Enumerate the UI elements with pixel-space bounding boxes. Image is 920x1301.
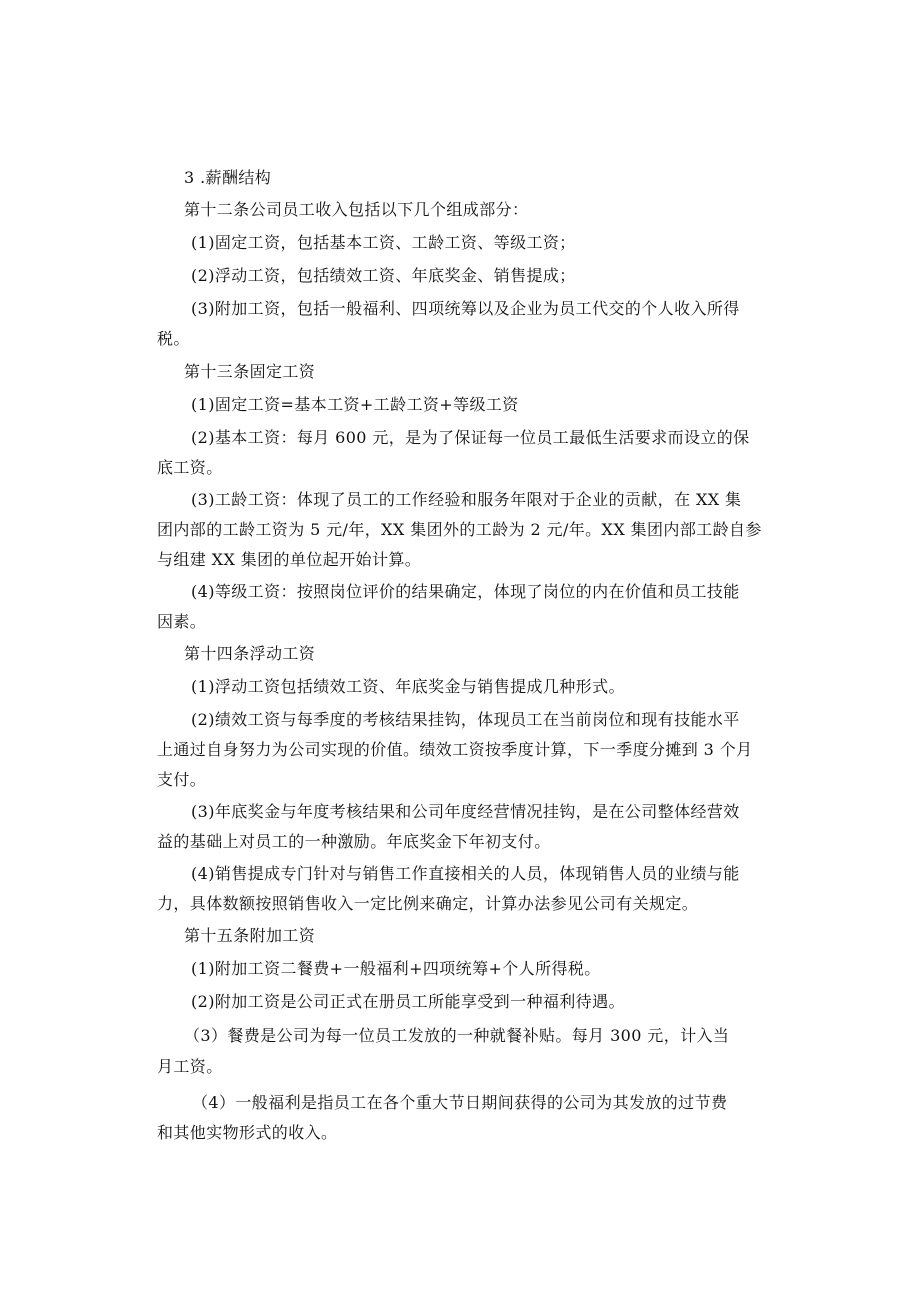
article-14-title: 第十四条浮动工资	[184, 644, 316, 663]
article-13-item-1: (1)固定工资=基本工资+工龄工资+等级工资	[191, 395, 519, 414]
article-15-item-3-line-2: 月工资。	[157, 1057, 223, 1076]
article-15-item-4-line-1: （4）一般福利是指员工在各个重大节日期间获得的公司为其发放的过节费	[192, 1093, 728, 1112]
article-13-item-2-line-2: 底工资。	[157, 458, 223, 477]
article-13-item-4-line-2: 因素。	[157, 612, 207, 631]
article-14-item-2-line-1: (2)绩效工资与每季度的考核结果挂钩，体现员工在当前岗位和现有技能水平	[191, 710, 740, 729]
article-12-item-1: (1)固定工资，包括基本工资、工龄工资、等级工资；	[191, 233, 576, 252]
article-13-item-3-line-3: 与组建 XX 集团的单位起开始计算。	[157, 550, 422, 569]
article-14-item-3-line-1: (3)年底奖金与年度考核结果和公司年度经营情况挂钩，是在公司整体经营效	[191, 802, 740, 821]
article-14-item-1: (1)浮动工资包括绩效工资、年底奖金与销售提成几种形式。	[191, 677, 625, 696]
article-15-item-1: (1)附加工资二餐费+一般福利+四项统筹+个人所得税。	[191, 959, 601, 978]
article-14-item-2-line-2: 上通过自身努力为公司实现的价值。绩效工资按季度计算，下一季度分摊到 3 个月	[157, 740, 753, 759]
article-14-item-3-line-2: 益的基础上对员工的一种激励。年底奖金下年初支付。	[157, 832, 551, 851]
article-13-item-4-line-1: (4)等级工资：按照岗位评价的结果确定，体现了岗位的内在价值和员工技能	[191, 582, 740, 601]
article-13-title: 第十三条固定工资	[184, 362, 316, 381]
article-13-item-3-line-1: (3)工龄工资：体现了员工的工作经验和服务年限对于企业的贡献，在 XX 集	[191, 490, 742, 509]
article-15-title: 第十五条附加工资	[184, 926, 316, 945]
section-heading: 3 .薪酬结构	[184, 168, 272, 187]
article-15-item-4-line-2: 和其他实物形式的收入。	[157, 1123, 338, 1142]
article-13-item-2-line-1: (2)基本工资：每月 600 元，是为了保证每一位员工最低生活要求而设立的保	[191, 428, 750, 447]
article-14-item-2-line-3: 支付。	[157, 770, 207, 789]
article-14-item-4-line-1: (4)销售提成专门针对与销售工作直接相关的人员，体现销售人员的业绩与能	[191, 864, 740, 883]
article-14-item-4-line-2: 力，具体数额按照销售收入一定比例来确定，计算办法参见公司有关规定。	[157, 894, 699, 913]
article-15-item-3-line-1: （3）餐费是公司为每一位员工发放的一种就餐补贴。每月 300 元，计入当	[184, 1026, 730, 1045]
article-12-title: 第十二条公司员工收入包括以下几个组成部分：	[184, 200, 529, 219]
article-13-item-3-line-2: 团内部的工龄工资为 5 元/年，XX 集团外的工龄为 2 元/年。XX 集团内部工龄自参	[157, 520, 762, 539]
article-12-item-3-line-2: 税。	[157, 329, 190, 348]
article-15-item-2: (2)附加工资是公司正式在册员工所能享受到一种福利待遇。	[191, 992, 625, 1011]
article-12-item-3-line-1: (3)附加工资，包括一般福利、四项统筹以及企业为员工代交的个人收入所得	[191, 299, 740, 318]
article-12-item-2: (2)浮动工资，包括绩效工资、年底奖金、销售提成；	[191, 266, 576, 285]
